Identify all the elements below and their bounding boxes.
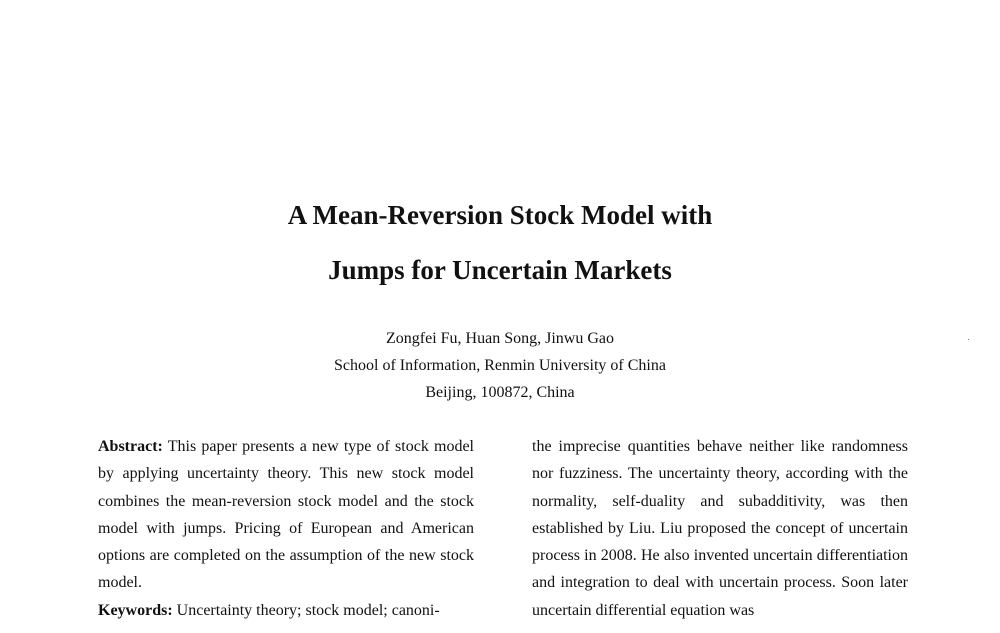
keywords-label: Keywords: (98, 601, 173, 619)
keywords-text: Uncertainty theory; stock model; canoni- (176, 601, 440, 619)
location: Beijing, 100872, China (425, 384, 575, 401)
paper-title-line-1: A Mean-Reversion Stock Model with (287, 200, 713, 230)
paper-title-line-2: Jumps for Uncertain Markets (328, 255, 672, 285)
affiliation: School of Information, Renmin University of China (334, 357, 666, 374)
right-column (532, 433, 908, 624)
authors: Zongfei Fu, Huan Song, Jinwu Gao (386, 330, 614, 347)
abstract-label: Abstract: (98, 438, 163, 455)
left-column (98, 433, 474, 624)
abstract-paragraph (98, 433, 474, 597)
abstract-text: This paper presents a new type of stock model by applying uncertainty theory. This new stock model combines the mean-reversion stock model and the stock model with jumps. Pricing of European and American options are completed on the assumption of the new stock model. (98, 438, 474, 592)
scan-artifact (968, 339, 969, 340)
keywords-paragraph (98, 597, 474, 624)
body-paragraph: the imprecise quantities behave neither like randomness nor fuzziness. The uncertainty theory, according with the normality, self-duality and subadditivity, was then established by Liu. Liu proposed the concept of uncertain process in 2008. He also invented uncertain differentiation and integration to deal with uncertain process. Soon later uncertain differential equation was (532, 438, 908, 619)
byline (0, 325, 1000, 406)
